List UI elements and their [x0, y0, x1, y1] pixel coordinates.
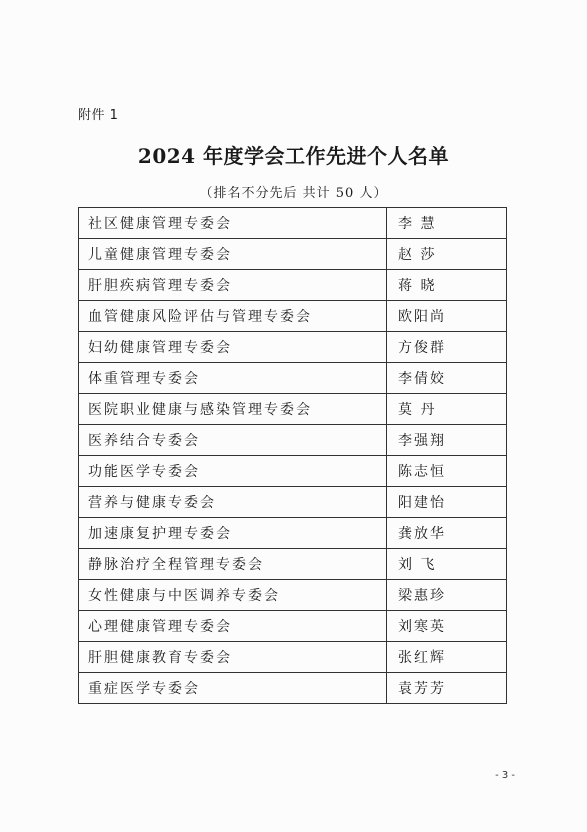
awardee-name-cell: 龚放华	[387, 518, 507, 549]
awardee-name-cell: 李倩姣	[387, 363, 507, 394]
table-row	[79, 673, 507, 704]
committee-cell: 重症医学专委会	[79, 673, 387, 704]
awardee-name-cell: 李强翔	[387, 425, 507, 456]
awardee-name-cell: 刘 飞	[387, 549, 507, 580]
committee-cell: 儿童健康管理专委会	[79, 239, 387, 270]
awardee-name-cell: 张红辉	[387, 642, 507, 673]
table-row	[79, 518, 507, 549]
table-row	[79, 239, 507, 270]
committee-cell: 社区健康管理专委会	[79, 208, 387, 239]
committee-cell: 女性健康与中医调养专委会	[79, 580, 387, 611]
committee-cell: 加速康复护理专委会	[79, 518, 387, 549]
committee-cell: 妇幼健康管理专委会	[79, 332, 387, 363]
table-row	[79, 394, 507, 425]
awardee-name-cell: 欧阳尚	[387, 301, 507, 332]
table-row	[79, 456, 507, 487]
committee-cell: 医院职业健康与感染管理专委会	[79, 394, 387, 425]
table-row	[79, 611, 507, 642]
table-row	[79, 642, 507, 673]
table-row	[79, 580, 507, 611]
table-row	[79, 363, 507, 394]
table-row	[79, 301, 507, 332]
table-row	[79, 208, 507, 239]
table-row	[79, 425, 507, 456]
awardee-name-cell: 赵 莎	[387, 239, 507, 270]
committee-cell: 体重管理专委会	[79, 363, 387, 394]
awardee-name-cell: 刘寒英	[387, 611, 507, 642]
document-title: 2024 年度学会工作先进个人名单	[137, 144, 450, 168]
table-row	[79, 549, 507, 580]
document-subtitle: （排名不分先后 共计 50 人）	[199, 186, 388, 201]
awardee-name-cell: 莫 丹	[387, 394, 507, 425]
committee-cell: 心理健康管理专委会	[79, 611, 387, 642]
attachment-label: 附件 1	[78, 108, 119, 123]
committee-cell: 医养结合专委会	[79, 425, 387, 456]
committee-cell: 静脉治疗全程管理专委会	[79, 549, 387, 580]
page-number: - 3 -	[495, 770, 515, 781]
awardee-name-cell: 李 慧	[387, 208, 507, 239]
awardee-name-cell: 方俊群	[387, 332, 507, 363]
table-row	[79, 270, 507, 301]
awardee-table	[78, 207, 507, 704]
committee-cell: 肝胆健康教育专委会	[79, 642, 387, 673]
awardee-name-cell: 梁惠珍	[387, 580, 507, 611]
table-row	[79, 332, 507, 363]
awardee-name-cell: 蒋 晓	[387, 270, 507, 301]
awardee-table-body	[79, 208, 507, 704]
committee-cell: 功能医学专委会	[79, 456, 387, 487]
awardee-name-cell: 袁芳芳	[387, 673, 507, 704]
awardee-name-cell: 阳建怡	[387, 487, 507, 518]
committee-cell: 血管健康风险评估与管理专委会	[79, 301, 387, 332]
table-row	[79, 487, 507, 518]
committee-cell: 肝胆疾病管理专委会	[79, 270, 387, 301]
awardee-name-cell: 陈志恒	[387, 456, 507, 487]
committee-cell: 营养与健康专委会	[79, 487, 387, 518]
